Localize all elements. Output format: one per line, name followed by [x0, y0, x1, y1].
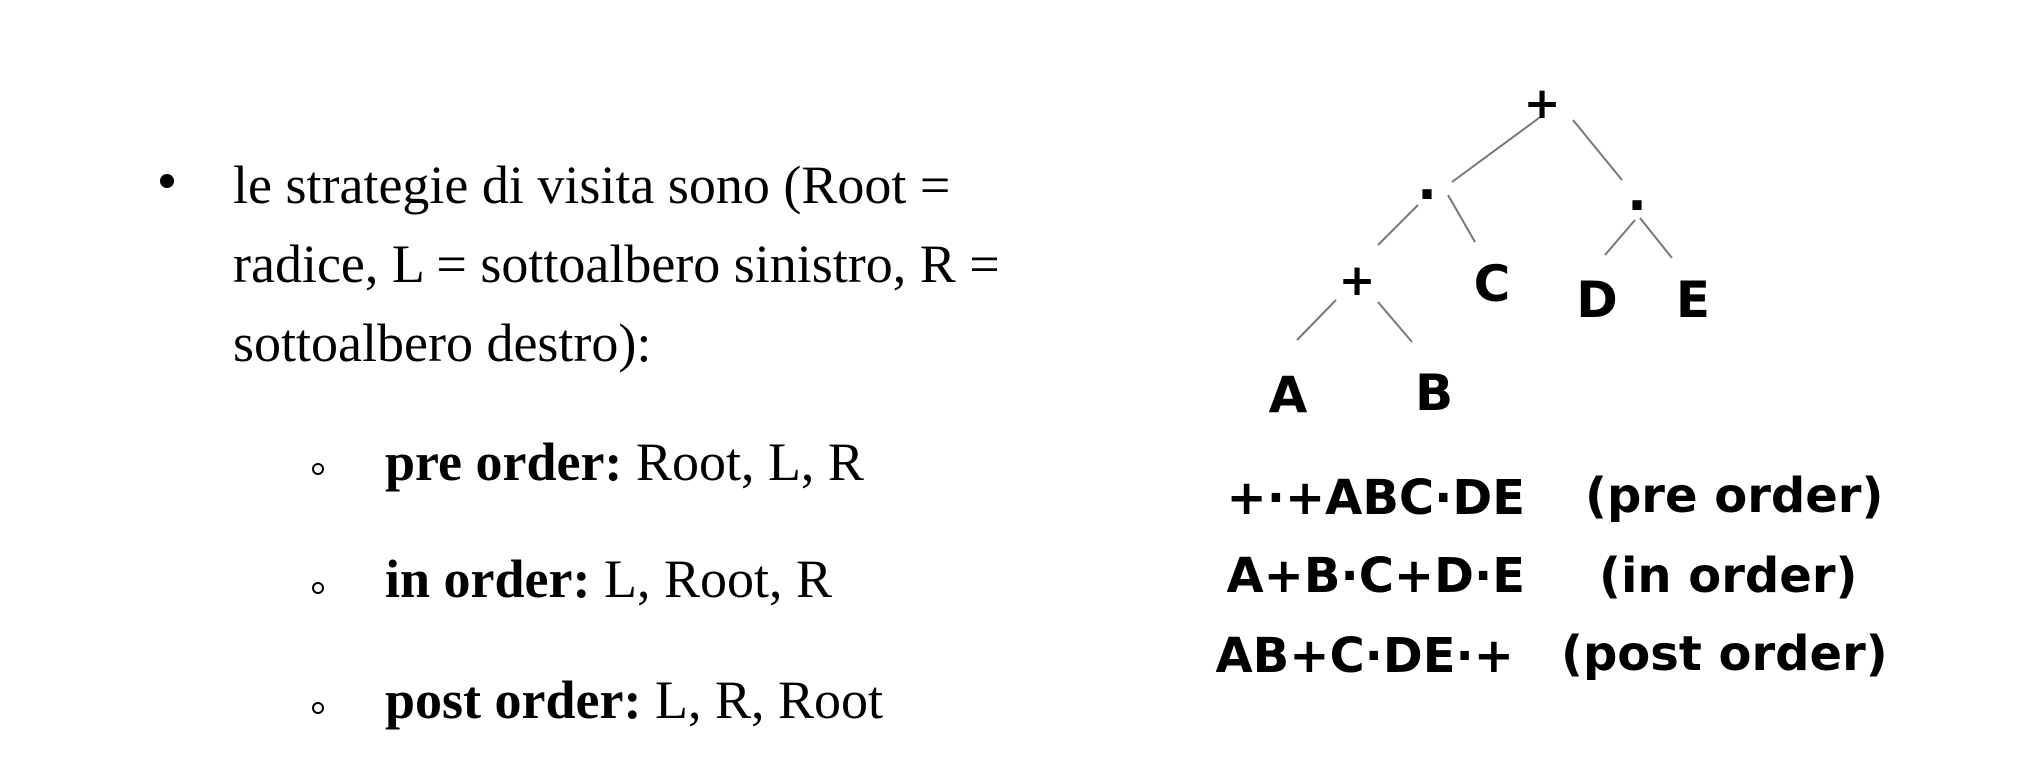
in-order-value: L, Root, R: [590, 549, 832, 609]
tree-node-a: A: [1268, 366, 1308, 424]
tree-edge: [1378, 302, 1412, 342]
tree-node-b: B: [1414, 364, 1454, 422]
pre-order-label: pre order:: [385, 432, 623, 492]
tree-node-d: D: [1576, 271, 1618, 329]
in-order-sequence: A+B·C+D·E: [1226, 548, 1525, 604]
tree-edge: [1297, 300, 1336, 340]
post-order-sequence: AB+C·DE·+: [1215, 628, 1514, 684]
post-order-sequence-name: (post order): [1561, 626, 1888, 682]
tree-edge: [1378, 205, 1418, 245]
tree-node-c: C: [1473, 255, 1511, 313]
tree-edge: [1448, 195, 1475, 242]
in-order-sequence-name: (in order): [1599, 548, 1858, 604]
tree-edge: [1573, 120, 1622, 180]
tree-node-left-plus: +: [1338, 255, 1376, 306]
in-order-label: in order:: [385, 549, 591, 609]
tree-node-root: +: [1523, 78, 1561, 129]
intro-text: le strategie di visita sono (Root = radice, L = sottoalbero sinistro, R = sottoalbero destro):: [233, 155, 1000, 373]
post-order-label: post order:: [385, 670, 642, 730]
pre-order-sequence-name: (pre order): [1585, 468, 1884, 524]
tree-node-e: E: [1675, 271, 1711, 329]
tree-node-right-dot: ·: [1627, 176, 1647, 236]
post-order-value: L, R, Root: [641, 670, 883, 730]
pre-order-value: Root, L, R: [622, 432, 864, 492]
tree-node-left-dot: ·: [1417, 165, 1437, 225]
pre-order-sequence: +·+ABC·DE: [1226, 470, 1525, 526]
